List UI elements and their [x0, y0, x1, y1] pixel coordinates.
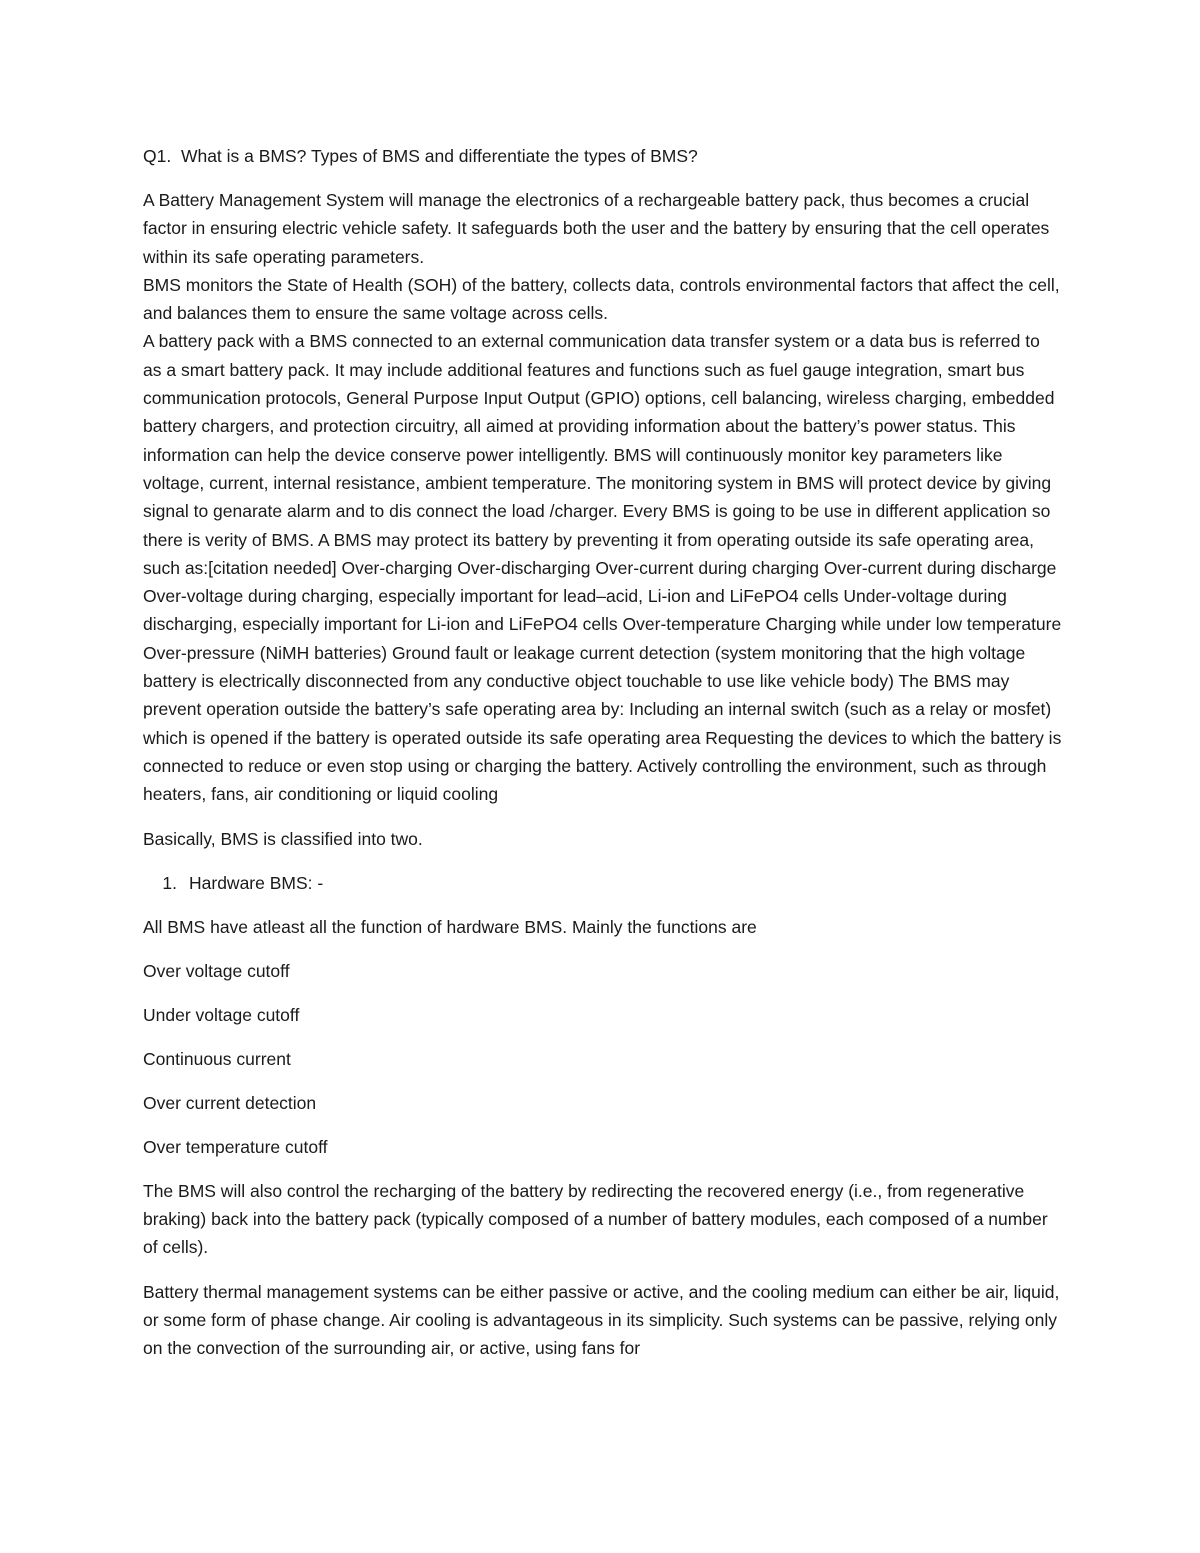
question-label: Q1. [143, 146, 172, 166]
question-heading [143, 142, 1063, 170]
list-item-text: Hardware BMS: - [189, 872, 324, 893]
intro-paragraph-1: A Battery Management System will manage the electronics of a rechargeable battery pack, thus becomes a crucial factor in ensuring electric vehicle safety. It safeguards both the user and the battery by ensuring that the cell operates within its safe operating parameters. [143, 190, 1050, 267]
thermal-paragraph: Battery thermal management systems can be either passive or active, and the cooling medium can either be air, liquid, or some form of phase change. Air cooling is advantageous in its simplicity. Such systems can be passive, relying only on the convection of the surrounding air, or active, using fans for [143, 1281, 1060, 1359]
recharge-paragraph: The BMS will also control the recharging of the battery by redirecting the recovered energy (i.e., from regenerative braking) back into the battery pack (typically composed of a number of battery modules, each composed of a number of cells). [143, 1180, 1048, 1258]
function-item: Over voltage cutoff [143, 960, 290, 981]
question-text: What is a BMS? Types of BMS and differentiate the types of BMS? [180, 146, 698, 166]
hardware-intro: All BMS have atleast all the function of hardware BMS. Mainly the functions are [143, 916, 757, 937]
function-item: Over temperature cutoff [143, 1136, 328, 1157]
list-number: 1. [162, 872, 177, 893]
list-item [143, 869, 1063, 897]
intro-paragraph-3: A battery pack with a BMS connected to an external communication data transfer system or a data bus is referred to as a smart battery pack. It may include additional features and functions such as fuel gauge integration, smart bus communication protocols, General Purpose Input Output (GPIO) options, cell balancing, wireless charging, embedded battery chargers, and protection circuitry, all aimed at providing information about the battery’s power status. This information can help the device conserve power intelligently. BMS will continuously monitor key parameters like voltage, current, internal resistance, ambient temperature. The monitoring system in BMS will protect device by giving signal to genarate alarm and to dis connect the load /charger. Every BMS is going to be use in different application so there is verity of BMS. A BMS may protect its battery by preventing it from operating outside its safe operating area, such as:[citation needed] Over-charging Over-discharging Over-current during charging Over-current during discharge Over-voltage during charging, especially important for lead–acid, Li-ion and LiFePO4 cells Under-voltage during discharging, especially important for Li-ion and LiFePO4 cells Over-temperature Charging while under low temperature Over-pressure (NiMH batteries) Ground fault or leakage current detection (system monitoring that the high voltage battery is electrically disconnected from any conductive object touchable to use like vehicle body) The BMS may prevent operation outside the battery’s safe operating area by: Including an internal switch (such as a relay or mosfet) which is opened if the battery is operated outside its safe operating area Requesting the devices to which the battery is connected to reduce or even stop using or charging the battery. Actively controlling the environment, such as through heaters, fans, air conditioning or liquid cooling [143, 331, 1062, 805]
function-item: Under voltage cutoff [143, 1004, 300, 1025]
classification-text: Basically, BMS is classified into two. [143, 828, 423, 849]
function-item: Over current detection [143, 1092, 317, 1113]
intro-paragraph-2: BMS monitors the State of Health (SOH) of the battery, collects data, controls environmental factors that affect the cell, and balances them to ensure the same voltage across cells. [143, 274, 1060, 324]
document-page [143, 142, 1063, 1363]
function-item: Continuous current [143, 1048, 291, 1069]
